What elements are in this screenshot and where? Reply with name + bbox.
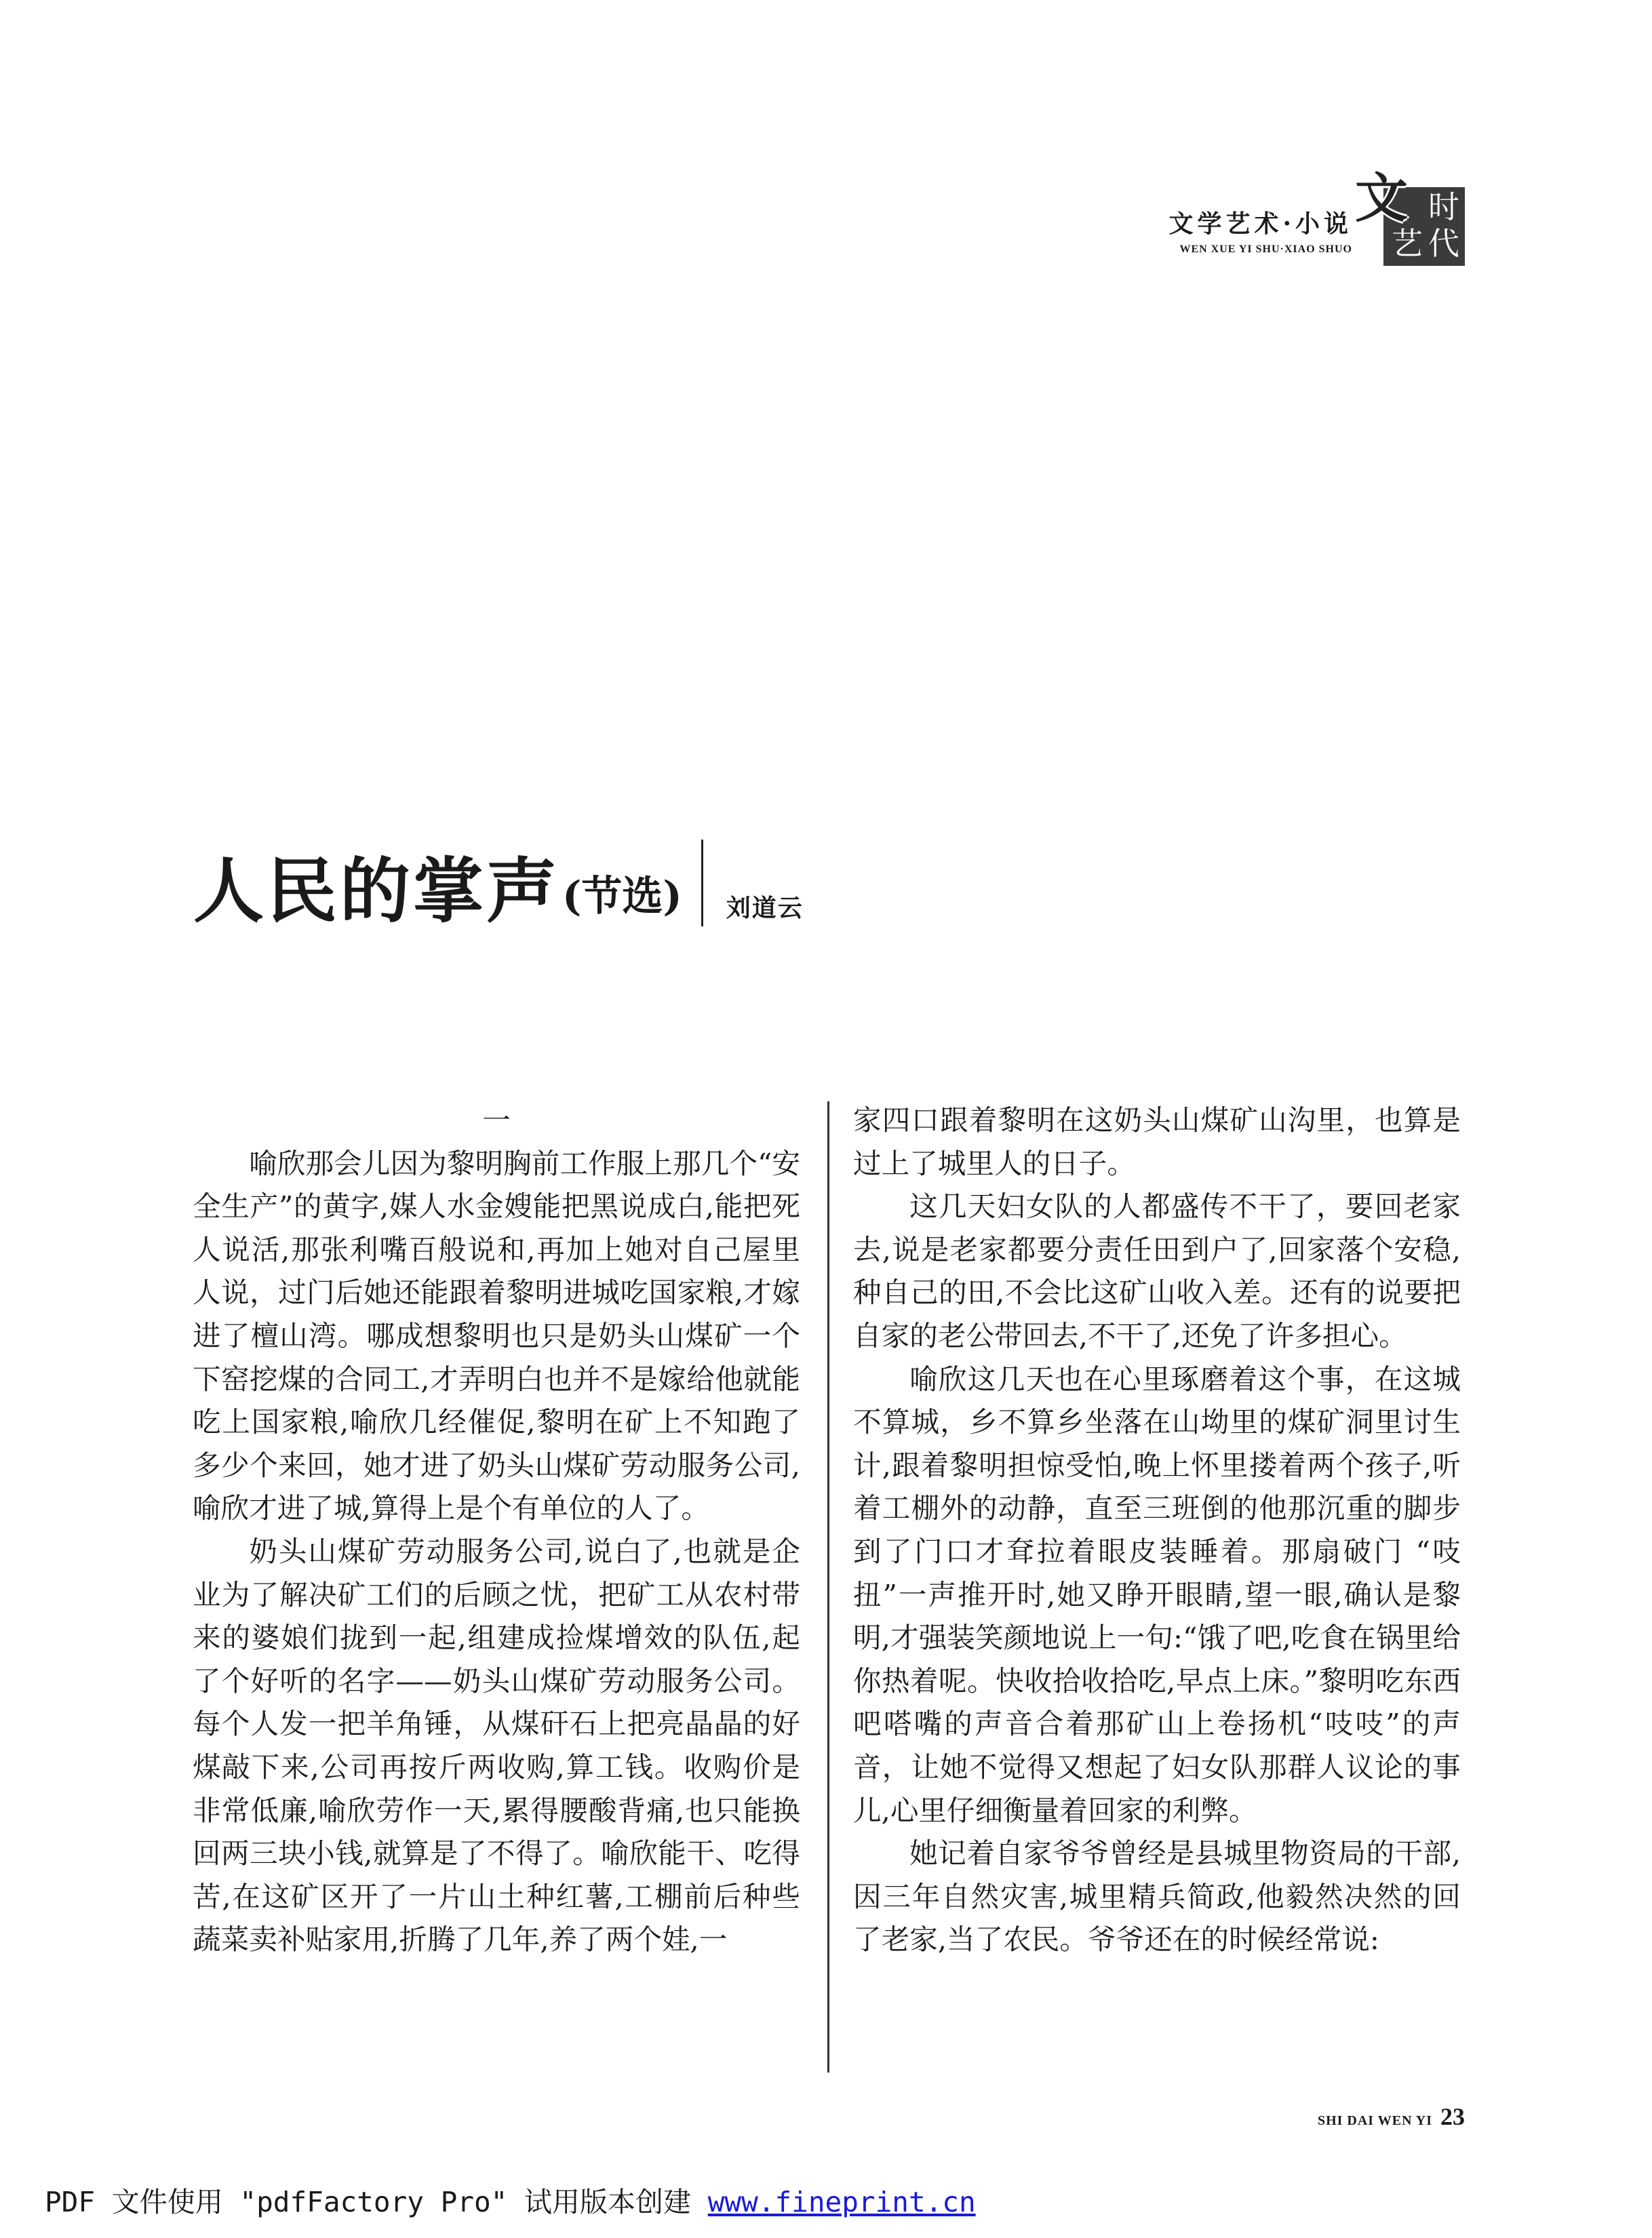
paragraph-continuation: 家四口跟着黎明在这奶头山煤矿山沟里，也算是过上了城里人的日子。 [853,1103,1461,1180]
section-title-pinyin: WEN XUE YI SHU·XIAO SHUO [1179,243,1352,255]
logo-char-wen: 文 [1355,168,1409,229]
watermark-text: PDF 文件使用 "pdfFactory Pro" 试用版本创建 [45,2186,708,2218]
watermark-link[interactable]: www.fineprint.cn [707,2186,976,2218]
chapter-number: 一 [482,1103,511,1137]
page-footer [1318,2102,1465,2131]
logo-char-dai: 代 [1428,225,1459,262]
paragraph: 她记着自家爷爷曾经是县城里物资局的干部,因三年自然灾害,城里精兵简政,他毅然决然的回了老家,当了农民。爷爷还在的时候经常说: [853,1837,1461,1957]
article-subtitle: (节选) [562,873,682,920]
pdf-watermark [45,2180,976,2220]
journal-name: SHI DAI WEN YI [1317,2113,1432,2128]
right-column [853,1099,1461,1961]
paragraph: 这几天妇女队的人都盛传不干了，要回老家去,说是老家都要分责任田到户了,回家落个安稳,种自己的田,不会比这矿山收入差。还有的说要把自家的老公带回去,不干了,还免了许多担心。 [853,1190,1461,1352]
page-number: 23 [1440,2103,1465,2130]
paragraph: 喻欣这几天也在心里琢磨着这个事，在这城不算城，乡不算乡坐落在山坳里的煤矿洞里讨生计,跟着黎明担惊受怕,晚上怀里搂着两个孩子,听着工棚外的动静，直至三班倒的他那沉重的脚步到了门口才耷拉着眼皮装睡着。那扇破门 “吱扭”一声推开时,她又睁开眼睛,望一眼,确认是黎明,才强装笑颜地说上一句:“饿了吧,吃食在锅里给你热着呢。快收拾收拾吃,早点上床。”黎明吃东西吧嗒嘴的声音合着那矿山上卷扬机“吱吱”的声音，让她不觉得又想起了妇女队那群人议论的事儿,心里仔细衡量着回家的利弊。 [853,1362,1461,1827]
section-title-cn: 文学艺术·小说 [1168,210,1352,238]
section-label [1168,205,1352,256]
article-title: 人民的掌声 [193,849,560,932]
title-divider [701,840,703,926]
section-header [1168,168,1465,266]
article-author: 刘道云 [726,895,804,922]
magazine-logo [1355,168,1465,266]
article-heading [193,840,804,932]
paragraph: 喻欣那会儿因为黎明胸前工作服上那几个“安全生产”的黄字,媒人水金嫂能把黑说成白,能把死人说活,那张利嘴百般说和,再加上她对自己屋里人说，过门后她还能跟着黎明进城吃国家粮,才嫁进了檀山湾。哪成想黎明也只是奶头山煤矿一个下窑挖煤的合同工,才弄明白也并不是嫁给他就能吃上国家粮,喻欣几经催促,黎明在矿上不知跑了多少个来回，她才进了奶头山煤矿劳动服务公司,喻欣才进了城,算得上是个有单位的人了。 [193,1146,800,1525]
logo-char-yi: 艺 [1392,225,1423,262]
paragraph: 奶头山煤矿劳动服务公司,说白了,也就是企业为了解决矿工们的后顾之忧，把矿工从农村带来的婆娘们拢到一起,组建成捡煤增效的队伍,起了个好听的名字——奶头山煤矿劳动服务公司。每个人发一把羊角锤，从煤矸石上把亮晶晶的好煤敲下来,公司再按斤两收购,算工钱。收购价是非常低廉,喻欣劳作一天,累得腰酸背痛,也只能换回两三块小钱,就算是了不得了。喻欣能干、吃得苦,在这矿区开了一片山土种红薯,工棚前后种些蔬菜卖补贴家用,折腾了几年,养了两个娃,一 [193,1534,800,1957]
logo-char-shi: 时 [1428,189,1459,225]
column-divider [827,1101,829,2073]
left-column [193,1099,800,1961]
